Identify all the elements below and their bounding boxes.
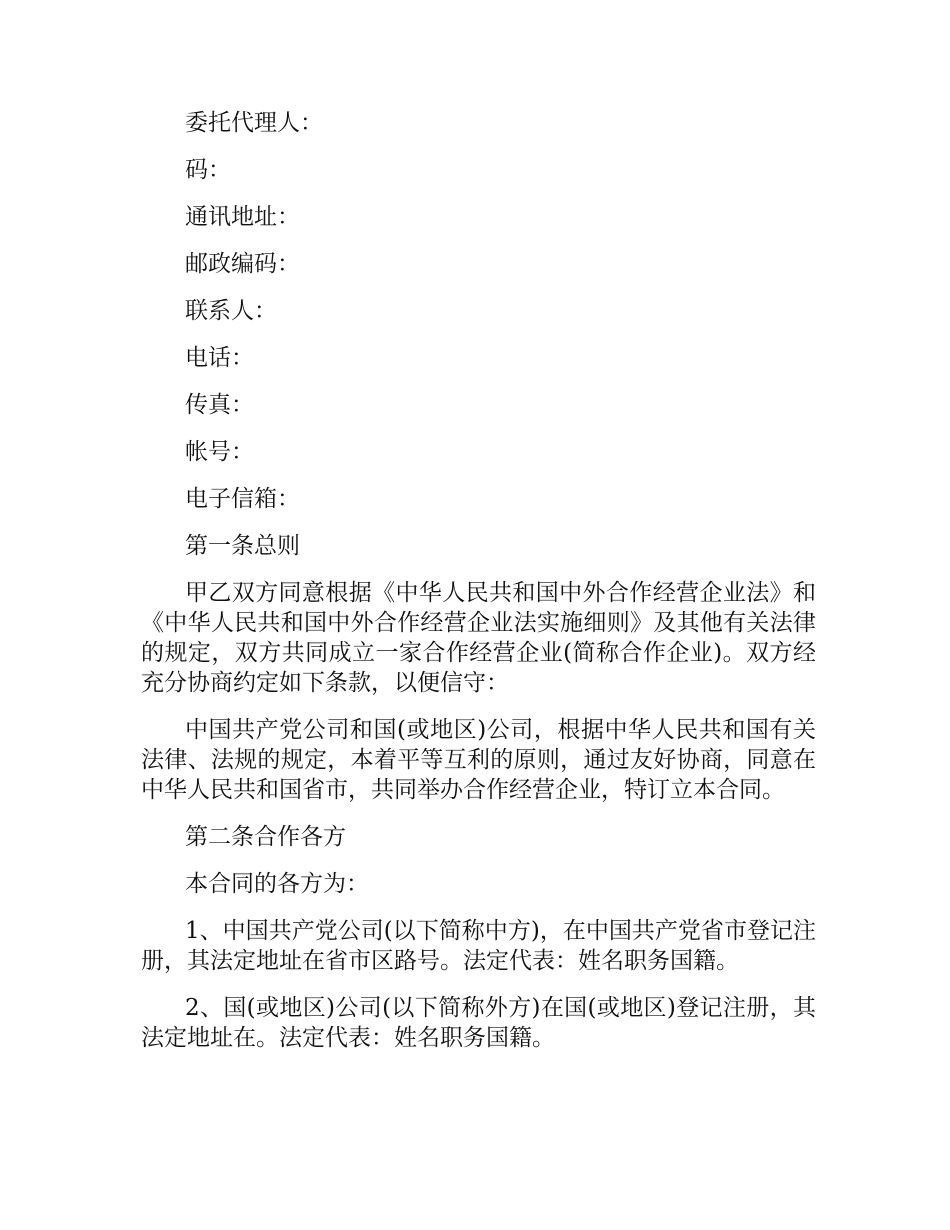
article-1-paragraph-1: 甲乙双方同意根据《中华人民共和国中外合作经营企业法》和《中华人民共和国中外合作经营企业法实施细则》及其他有关法律的规定，双方共同成立一家合作经营企业(简称合作企业)。双方经充分协商约定如下条款，以便信守： [141,580,816,696]
field-agent: 委托代理人： [185,110,323,136]
document-page [141,108,816,1070]
article-2-heading: 第二条合作各方 [185,824,346,850]
field-email: 电子信箱： [185,486,300,512]
field-contact: 联系人： [185,298,277,324]
field-address: 通讯地址： [185,204,300,230]
article-1-heading: 第一条总则 [185,533,300,559]
field-code: 码： [185,157,231,183]
field-postcode: 邮政编码： [185,251,300,277]
field-account: 帐号： [185,439,254,465]
article-2-item-1: 1、中国共产党公司(以下简称中方)，在中国共产党省市登记注册，其法定地址在省市区路号。法定代表：姓名职务国籍。 [141,918,816,974]
field-phone: 电话： [185,345,254,371]
article-2-item-2: 2、国(或地区)公司(以下简称外方)在国(或地区)登记注册，其法定地址在。法定代表：姓名职务国籍。 [141,995,816,1051]
article-1-paragraph-2: 中国共产党公司和国(或地区)公司，根据中华人民共和国有关法律、法规的规定，本着平等互利的原则，通过友好协商，同意在中华人民共和国省市，共同举办合作经营企业，特订立本合同。 [141,717,816,803]
article-2-intro: 本合同的各方为： [185,871,369,897]
field-fax: 传真： [185,392,254,418]
